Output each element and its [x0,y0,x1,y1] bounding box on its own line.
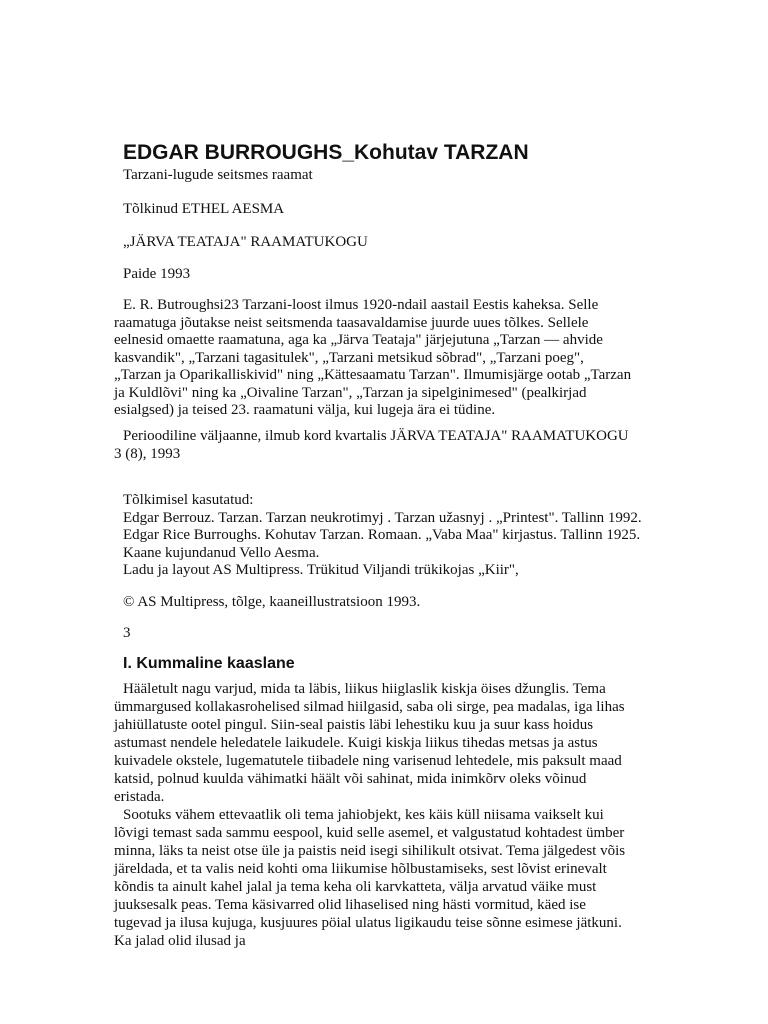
chapter-body [114,680,636,950]
credits-line: Edgar Berrouz. Tarzan. Tarzan neukrotimyj . Tarzan užasnyj . „Printest". Tallinn 1992. [123,509,642,526]
chapter-paragraph: Sootuks vähem ettevaatlik oli tema jahiobjekt, kes käis küll niisama vaikselt kui lõvigi temast sada sammu eespool, kuid selle asemel, et valgustatud kohtadest ümber minna, läks ta neist otse üle ja paistis neid isegi sihilikult otsivat. Tema jälgedest võis järeldada, et ta valis neid kohti oma liikumise hõlbustamiseks, sest lõvist erinevalt kõndis ta ainult kahel jalal ja tema keha oli karvkatteta, välja arvatud väike must juuksesalk peas. Tema käsivarred olid lihaselised ning hästi vormitud, käed ise tugevad ja ilusa kujuga, kusjuures pöial ulatus ligikaudu teise sõnne esimese jätkuni. Ka jalad olid ilusad ja [114,807,626,949]
credits-line: Kaane kujundanud Vello Aesma. [123,544,320,561]
credits-line: Tõlkimisel kasutatud: [123,492,254,508]
copyright-line: © AS Multipress, tõlge, kaaneillustratsioon 1993. [123,594,421,610]
credits-line: Ladu ja layout AS Multipress. Trükitud Viljandi trükikojas „Kiir", [123,562,519,579]
credits-line: Edgar Rice Burroughs. Kohutav Tarzan. Romaan. „Vaba Maa" kirjastus. Tallinn 1925. [123,527,641,544]
credits-block [123,492,663,580]
periodical-note: Perioodiline väljaanne, ilmub kord kvartalis JÄRVA TEATAJA" RAAMATUKOGU 3 (8), 1993 [114,428,629,462]
library-line: „JÄRVA TEATAJA" RAAMATUKOGU [123,234,368,250]
intro-paragraph: E. R. Butroughsi23 Tarzani-loost ilmus 1920-ndail aastail Eestis kaheksa. Selle raamatuga jõutakse neist seitsmenda taasavaldamise juurde uues tõlkes. Sellele eelnesid omaette raamatuna, aga ka „Järva Teataja" järjejutuna „Tarzan — ahvide kasvandik", „Tarzani tagasitulek", „Tarzani metsikud sõbrad", „Tarzani poeg", „Tarzan ja Oparikalliskivid" ning „Kättesaamatu Tarzan". Ilmumisjärge ootab „Tarzan ja Kuldlõvi" ning ka „Oivaline Tarzan", „Tarzan ja sipelginimesed" (pealkirjad esialgsed) ja teised 23. raamatuni välja, kui lugeja ära ei tüdine. [114,297,632,418]
translator-line: Tõlkinud ETHEL AESMA [123,201,285,217]
page-number: 3 [123,625,131,641]
chapter-paragraph: Hääletult nagu varjud, mida ta läbis, liikus hiiglaslik kiskja öises džunglis. Tema ümmargused kollakasrohelised silmad hiilgasid, saba oli sirge, pea madalas, iga lihas jahiüllatuste ootel pingul. Siin-seal paistis läbi lehestiku kuu ja suur kass hoidus astumast nendele heledatele laikudele. Kuigi kiskja liikus tihedas metsas ja astus kuivadele okstele, lugematutele tiibadele ning varisenud lehtedele, mis paksult maad katsid, polnud kuulda vähimatki häält või sahinat, mida inimkõrv oleks võinud eristada. [114,681,625,805]
chapter-title: I. Kummaline kaaslane [123,655,295,672]
place-year-line: Paide 1993 [123,266,191,282]
document-subtitle: Tarzani-lugude seitsmes raamat [123,167,313,183]
document-title: EDGAR BURROUGHS_Kohutav TARZAN [123,141,529,164]
